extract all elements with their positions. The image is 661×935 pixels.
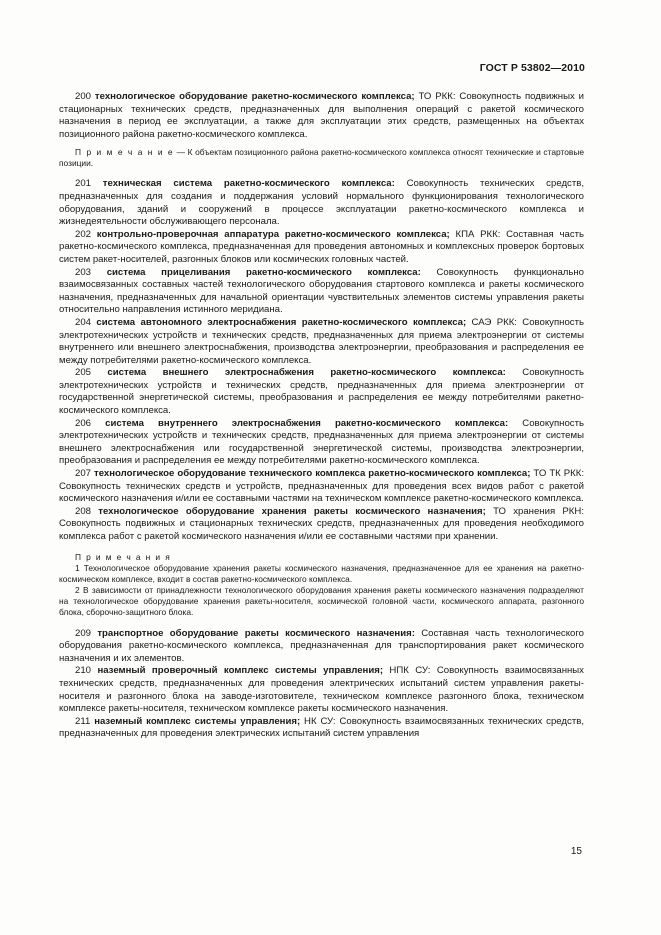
entry-term: техническая система ракетно-космического комплекса: — [102, 178, 395, 190]
entry-term: технологическое оборудование хранения ракеты космического назначения; — [98, 505, 486, 517]
entry-number: 201 — [75, 178, 92, 190]
entry-number: 206 — [75, 417, 92, 429]
entry-definition: Совокупность технических средств, предназначенных для создания и поддержания условий нормального функционирования технологического оборудования, зданий и сооружений в процессе эксплуатации ракетно-космического комплекса и жизнедеятельности обслуживающего персонала. — [59, 178, 584, 228]
entry-term: контрольно-проверочная аппаратура ракетно-космического комплекса; — [96, 228, 450, 240]
entry-number: 208 — [75, 505, 92, 517]
entry-204 — [59, 317, 584, 367]
entry-term: система прицеливания ракетно-космического комплекса: — [106, 266, 421, 278]
entry-209 — [59, 628, 584, 666]
entry-number: 207 — [75, 468, 92, 480]
note-item-1: 1 Технологическое оборудование хранения ракеты космического назначения, предназначенное для ее хранения на ракетно-космическом комплексе, входит в состав ракетно-космического комплекса. — [59, 562, 584, 584]
entry-210 — [59, 665, 584, 715]
document-body — [59, 91, 584, 741]
entry-term: наземный комплекс системы управления; — [94, 715, 301, 727]
entry-term: система внешнего электроснабжения ракетно-космического комплекса: — [107, 367, 506, 379]
standard-code: ГОСТ Р 53802—2010 — [479, 62, 585, 74]
entry-definition: Совокупность электротехнических устройств и технических средств, предназначенных для приема электроэнергии от системы внешнего электроснабжения или государственной энергетической системы, производства электроэнергии, преобразования и распределения ее между потребителями ракетно-космического комплекса. — [59, 417, 585, 467]
notes-208 — [59, 552, 584, 618]
entry-definition: НК СУ: Совокупность взаимосвязанных технических средств, предназначенных для проведения электрических испытаний систем управления — [59, 715, 584, 740]
entry-term: технологическое оборудование технического комплекса ракетно-космического комплекса; — [94, 468, 531, 480]
entry-definition: КПА РКК: Составная часть ракетно-космического комплекса, предназначенная для проведения автономных и комплексных проверок бортовых систем ракет-носителей, разгонных блоков или космических головных частей. — [59, 228, 585, 265]
notes-title: П р и м е ч а н и я — [75, 551, 172, 562]
note-label: П р и м е ч а н и е — [75, 147, 174, 158]
entry-definition: ТО хранения РКН: Совокупность подвижных и стационарных технических средств, предназначенных для проведения необходимого комплекса работ с ракетой космического назначения и/или ее составными частями при хранении. — [59, 505, 584, 542]
entry-number: 200 — [75, 91, 92, 102]
entry-definition: Составная часть технологического оборудования ракетно-космического комплекса, предназначенная для транспортирования ракет космического назначения и их элементов. — [59, 627, 584, 664]
note-dash: — — [174, 147, 188, 158]
entry-definition: ТО РКК: Совокупность подвижных и стационарных технических средств, предназначенных для выполнения операций с ракетой космического назначения в период ее эксплуатации, а также для эксплуатации этих средств, размещенных на объектах позиционного района ракетно-космического комплекса. — [59, 91, 585, 140]
entry-term: система внутреннего электроснабжения ракетно-космического комплекса: — [105, 417, 509, 429]
entry-definition: Совокупность функционально взаимосвязанных составных частей технологического оборудования стартового комплекса и ракеты космического назначения, предназначенных для начальной ориентации чувствительных элементов системы управления ракеты относительно направления истинного меридиана. — [59, 266, 585, 316]
entry-term: наземный проверочный комплекс системы управления; — [97, 665, 384, 677]
entry-200 — [59, 91, 584, 141]
entry-202 — [59, 229, 584, 267]
entry-211 — [59, 716, 584, 741]
note-text: К объектам позиционного района ракетно-космического комплекса относят технические и стартовые позиции. — [59, 147, 585, 169]
entry-201 — [59, 178, 584, 228]
entry-number: 210 — [75, 665, 92, 677]
entry-207 — [59, 468, 584, 506]
entry-203 — [59, 267, 584, 317]
entry-number: 211 — [75, 715, 91, 727]
entry-number: 202 — [75, 228, 92, 240]
entry-number: 203 — [75, 266, 92, 278]
entry-208 — [59, 506, 584, 544]
entry-number: 209 — [75, 627, 92, 639]
entry-number: 205 — [75, 367, 92, 379]
entry-definition: НПК СУ: Совокупность взаимосвязанных технических средств, предназначенных для проведения электрических испытаний систем управления ракеты-носителя и разгонного блока на заводе-изготовителе, техническом комплексе разгонного блока, техническом комплексе ракеты-носителя, техническом комплексе ракеты космического назначения. — [59, 665, 584, 715]
entry-term: система автономного электроснабжения ракетно-космического комплекса; — [96, 316, 467, 328]
note-item-2: 2 В зависимости от принадлежности технологического оборудования хранения ракеты космического назначения подразделяют на технологическое оборудование хранения ракеты-носителя, космической головной части, космического аппарата, разгонного блока, сборочно-защитного блока. — [59, 584, 584, 617]
note-200 — [59, 147, 584, 169]
page-number: 15 — [570, 846, 582, 857]
entry-definition: Совокупность электротехнических устройств и технических средств, предназначенных для приема электроэнергии от государственной энергетической системы, преобразования и распределения ее между потребителями ракетно-космического комплекса. — [59, 367, 584, 417]
entry-definition: ТО ТК РКК: Совокупность технических средств и устройств, предназначенных для проведения всех видов работ с ракетой космического назначения и/или ее составными частями на техническом комплексе ракетно-космического комплекса. — [59, 468, 584, 505]
entry-206 — [59, 418, 584, 468]
entry-definition: САЭ РКК: Совокупность электротехнических устройств и технических средств, предназначенных для приема электроэнергии от системы внутреннего или внешнего электроснабжения, производства электроэнергии, преобразования и распределения ее между потребителями ракетно-космического комплекса. — [59, 316, 584, 366]
entry-term: транспортное оборудование ракеты космического назначения: — [97, 627, 415, 639]
entry-term: технологическое оборудование ракетно-космического комплекса; — [94, 91, 415, 102]
entry-205 — [59, 367, 584, 417]
entry-number: 204 — [75, 316, 92, 328]
